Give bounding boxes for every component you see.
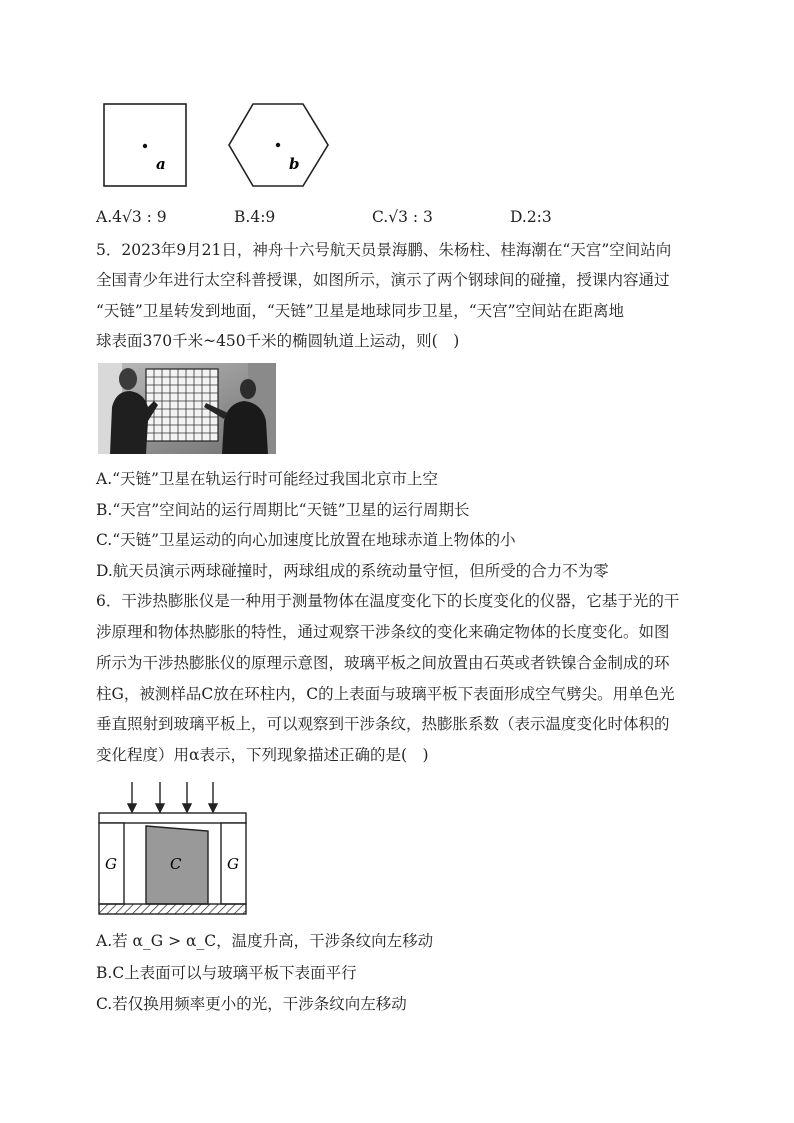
q5-option-d: D.航天员演示两球碰撞时，两球组成的系统动量守恒，但所受的合力不为零 bbox=[96, 562, 609, 580]
label-g-right: G bbox=[227, 855, 239, 873]
q6-option-c: C.若仅换用频率更小的光，干涉条纹向左移动 bbox=[96, 995, 407, 1013]
hexagon-center-dot bbox=[276, 143, 280, 147]
square-label: a bbox=[156, 155, 166, 173]
q6-option-b: B.C上表面可以与玻璃平板下表面平行 bbox=[96, 964, 357, 982]
hexagon-label: b bbox=[289, 155, 300, 173]
q6-stem-line-2: 涉原理和物体热膨胀的特性，通过观察干涉条纹的变化来确定物体的长度变化。如图 bbox=[96, 623, 670, 641]
q6-stem-line-6: 变化程度）用α表示，下列现象描述正确的是( ) bbox=[96, 746, 429, 764]
q4-option-d: D.2:3 bbox=[510, 208, 552, 226]
q6-stem-line-3: 所示为干涉热膨胀仪的原理示意图，玻璃平板之间放置由石英或者铁镍合金制成的环 bbox=[96, 654, 670, 672]
label-c: C bbox=[170, 855, 182, 873]
top-glass-plate bbox=[99, 813, 246, 823]
q5-option-c: C.“天链”卫星运动的向心加速度比放置在地球赤道上物体的小 bbox=[96, 531, 516, 549]
q6-stem-line-5: 垂直照射到玻璃平板上，可以观察到干涉条纹，热膨胀系数（表示温度变化时体积的 bbox=[96, 715, 670, 733]
dilatometer-diagram bbox=[96, 780, 252, 916]
q5-stem-line-3: “天链”卫星转发到地面，“天链”卫星是地球同步卫星，“天宫”空间站在距离地 bbox=[96, 302, 625, 320]
base-plate bbox=[99, 904, 246, 914]
q6-stem-line-4: 柱G，被测样品C放在环柱内，C的上表面与玻璃平板下表面形成空气劈尖。用单色光 bbox=[96, 685, 675, 703]
q4-option-c: C.√3 : 3 bbox=[372, 208, 433, 226]
incident-light-arrows bbox=[128, 782, 217, 812]
q6-stem-line-1: 6．干涉热膨胀仪是一种用于测量物体在温度变化下的长度变化的仪器，它基于光的干 bbox=[96, 592, 680, 610]
q5-option-a: A.“天链”卫星在轨运行时可能经过我国北京市上空 bbox=[96, 470, 438, 488]
q5-stem-line-2: 全国青少年进行太空科普授课，如图所示，演示了两个钢球间的碰撞，授课内容通过 bbox=[96, 271, 670, 289]
q5-stem-line-4: 球表面370千米~450千米的椭圆轨道上运动，则( ) bbox=[96, 332, 460, 350]
astronaut-photo bbox=[98, 363, 276, 454]
q4-option-b: B.4:9 bbox=[234, 208, 276, 226]
q6-option-a: A.若 α_G > α_C，温度升高，干涉条纹向左移动 bbox=[96, 932, 434, 950]
q5-stem-line-1: 5．2023年9月21日，神舟十六号航天员景海鹏、朱杨柱、桂海潮在“天宫”空间站向 bbox=[96, 241, 672, 259]
square-center-dot bbox=[143, 144, 147, 148]
q5-option-b: B.“天宫”空间站的运行周期比“天链”卫星的运行周期长 bbox=[96, 501, 470, 519]
label-g-left: G bbox=[105, 855, 117, 873]
shapes-figure bbox=[96, 98, 336, 190]
q4-option-a: A.4√3 : 9 bbox=[96, 208, 167, 226]
